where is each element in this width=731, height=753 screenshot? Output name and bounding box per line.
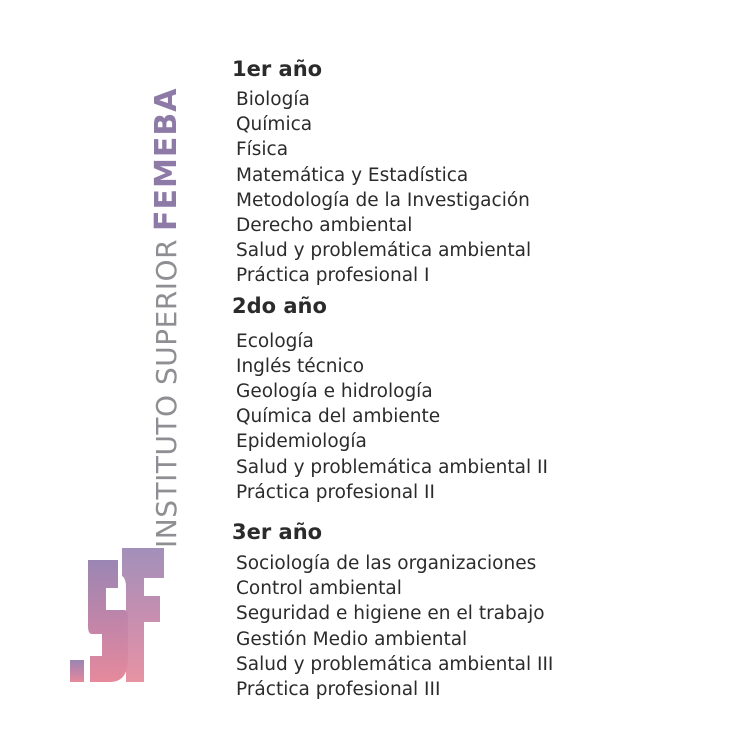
isf-logo-icon [66, 548, 166, 688]
institute-vertical-label [148, 87, 184, 548]
subject-item: Práctica profesional I [236, 265, 430, 287]
year-section-2 [232, 293, 712, 505]
subject-item: Química [236, 114, 313, 136]
subject-item: Matemática y Estadística [236, 164, 469, 186]
year-heading: 1er año [232, 57, 323, 81]
subject-item: Salud y problemática ambiental [236, 240, 532, 262]
subject-item: Química del ambiente [236, 406, 441, 428]
institute-label: INSTITUTO SUPERIOR [149, 238, 183, 548]
subject-item: Geología e hidrología [236, 381, 433, 403]
subject-list [232, 551, 712, 702]
subject-item: Biología [236, 89, 310, 110]
subject-list [232, 329, 712, 505]
subject-item: Práctica profesional III [236, 679, 441, 701]
year-heading: 2do año [232, 293, 327, 318]
year-section-1 [232, 56, 712, 289]
subject-item: Metodología de la Investigación [236, 189, 530, 211]
isf-logo [66, 548, 166, 688]
subject-item: Inglés técnico [236, 355, 365, 377]
subject-list [232, 87, 712, 289]
subject-item: Sociología de las organizaciones [236, 553, 537, 575]
brand-label: FEMEBA [148, 87, 184, 231]
curriculum [232, 56, 712, 702]
year-section-3 [232, 519, 712, 702]
subject-item: Salud y problemática ambiental III [236, 653, 554, 675]
subject-item: Epidemiología [236, 431, 367, 453]
subject-item: Física [236, 139, 289, 161]
subject-item: Ecología [236, 330, 314, 352]
subject-item: Control ambiental [236, 578, 402, 600]
year-heading: 3er año [232, 520, 323, 545]
subject-item: Salud y problemática ambiental II [236, 456, 548, 478]
subject-item: Gestión Medio ambiental [236, 628, 468, 650]
subject-item: Práctica profesional II [236, 481, 435, 503]
subject-item: Derecho ambiental [236, 215, 413, 237]
subject-item: Seguridad e higiene en el trabajo [236, 603, 545, 625]
